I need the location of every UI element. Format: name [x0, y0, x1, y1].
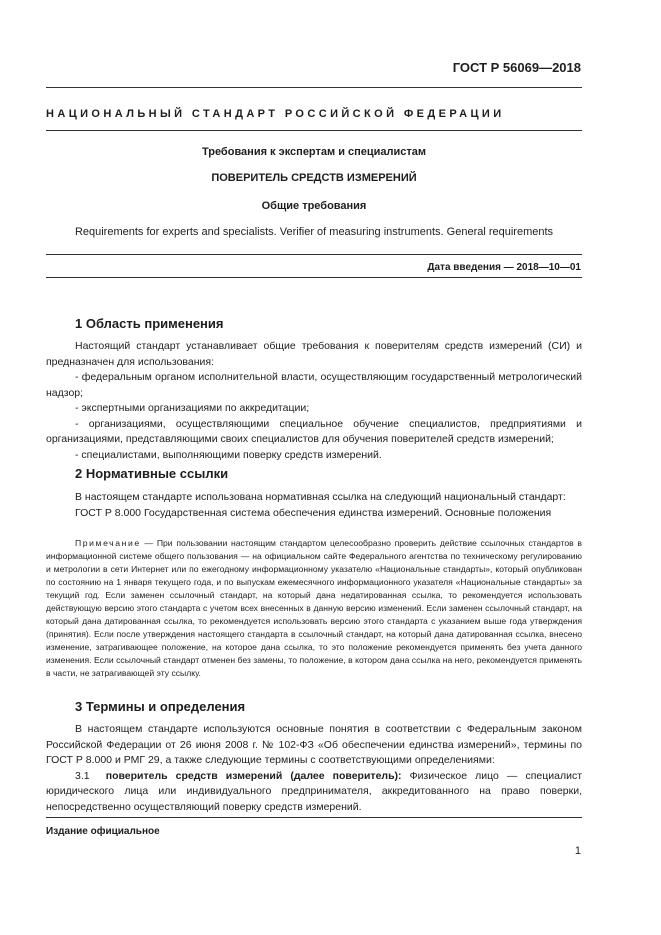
page-number: 1: [574, 845, 581, 857]
note-label: Примечание: [75, 538, 141, 548]
footer-divider: [46, 817, 582, 818]
section-3-paragraph: В настоящем стандарте используются основные понятия в соответствии с Федеральным законом Российской Федерации от 26 июня 2008 г. № 102-ФЗ «Об обеспечении единства измерений», термины по ГОСТ Р 8.000 и РМГ 29, а также следующие термины с соответствующими определениями:: [46, 723, 582, 766]
section-1-list-item: - специалистами, выполняющими поверку средств измерений.: [75, 448, 382, 461]
term-entry: [46, 769, 582, 816]
section-1-list-item: - федеральным органом исполнительной власти, осуществляющим государственный метрологический надзор;: [46, 371, 582, 399]
section-1-list-item: - организациями, осуществляющими специальное обучение специалистов, предприятиями и организациями, представляющими своих специалистов для обучения поверителей средств измерений;: [46, 417, 582, 445]
note-text: — При пользовании настоящим стандартом целесообразно проверить действие ссылочных стандартов в информационной системе общего пользования — на официальном сайте Федерального агентства по техническому регулированию и метрологии в сети Интернет или по ежегодному информационному указателю «Национальные стандарты», который опубликован по состоянию на 1 января текущего года, и по выпускам ежемесячного информационного указателя «Национальные стандарты» за текущий год. Если заменен ссылочный стандарт, на который дана недатированная ссылка, то рекомендуется использовать действующую версию этого стандарта с учетом всех внесенных в данную версию изменений. Если заменен ссылочный стандарт, на который дана датированная ссылка, то рекомендуется использовать версию этого стандарта с указанием выше года утверждения (принятия). Если после утверждения настоящего стандарта в ссылочный стандарт, на который дана датированная ссылка, внесено изменение, затрагивающее положение, на которое дана ссылка, то это положение рекомендуется применять без учета данного изменения. Если ссылочный стандарт отменен без замены, то положение, в котором дана ссылка на него, рекомендуется применять в части, не затрагивающей эту ссылку.: [46, 538, 582, 678]
term-definition: Физическое лицо — специалист юридического лица или индивидуального предпринимателя, аккредитованного на право поверки, непосредственно осуществляющий поверку средств измерений.: [46, 769, 583, 813]
english-title: Requirements for experts and specialists. Verifier of measuring instruments. General requirements: [74, 226, 554, 238]
term-number: 3.1: [75, 769, 90, 782]
section-1-heading: 1 Область применения: [75, 316, 224, 331]
banner-divider: [46, 130, 582, 131]
title-line-2: ПОВЕРИТЕЛЬ СРЕДСТВ ИЗМЕРЕНИЙ: [211, 172, 417, 184]
section-3-heading: 3 Термины и определения: [75, 699, 246, 714]
section-2-heading: 2 Нормативные ссылки: [75, 466, 229, 481]
section-2-note: [46, 537, 582, 680]
title-line-1: Требования к экспертам и специалистам: [201, 146, 427, 158]
section-1-paragraph: Настоящий стандарт устанавливает общие требования к поверителям средств измерений (СИ) и предназначен для использования:: [46, 340, 582, 368]
section-1-body: [46, 339, 582, 463]
intro-date-divider: [46, 277, 582, 278]
edition-label: Издание официальное: [46, 826, 160, 837]
section-1-list-item: - экспертными организациями по аккредитации;: [75, 402, 310, 414]
header-divider: [46, 87, 582, 88]
section-2-paragraph: В настоящем стандарте использована нормативная ссылка на следующий национальный стандарт:: [75, 491, 566, 503]
intro-date: Дата введения — 2018—10—01: [427, 262, 581, 273]
national-standard-banner: НАЦИОНАЛЬНЫЙ СТАНДАРТ РОССИЙСКОЙ ФЕДЕРАЦИИ: [46, 108, 505, 120]
title-line-3: Общие требования: [261, 200, 367, 212]
section-2-body: [46, 490, 582, 521]
section-2-reference: ГОСТ Р 8.000 Государственная система обеспечения единства измерений. Основные положения: [75, 506, 552, 519]
title-divider: [46, 254, 582, 255]
section-3-body: [46, 722, 582, 815]
standard-id: ГОСТ Р 56069—2018: [452, 60, 581, 75]
term-name: поверитель средств измерений (далее поверитель):: [105, 769, 402, 782]
